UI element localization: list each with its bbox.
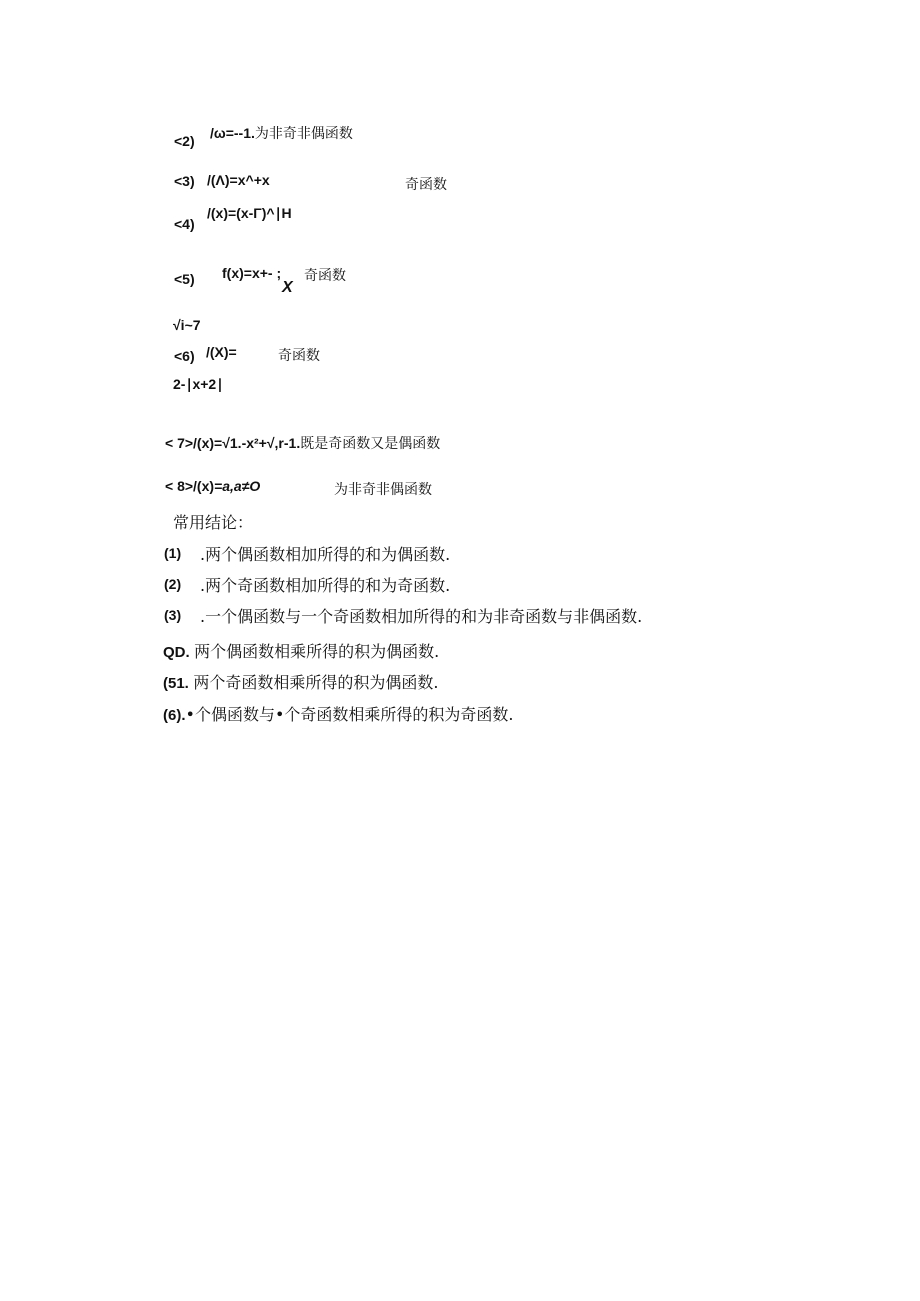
conclusion-4 <box>163 639 439 662</box>
item-4-formula: /(x)=(x-Γ)^∣H <box>207 205 292 221</box>
conclusion-3-number: (3) <box>164 607 182 623</box>
item-3-result: 奇函数 <box>405 176 447 192</box>
conclusion-5-text: 两个奇函数相乘所得的积为偶函数. <box>193 673 439 692</box>
conclusion-5 <box>163 670 438 693</box>
item-7-formula: < 7>/(x)=√1.-x²+√,r-1. <box>165 435 301 451</box>
item-7-result: 既是奇函数又是偶函数 <box>300 435 441 451</box>
item-7 <box>165 433 440 453</box>
conclusion-4-text: 两个偶函数相乘所得的积为偶函数. <box>194 642 440 661</box>
conclusion-6 <box>163 702 513 725</box>
item-5-denominator: X <box>282 279 293 296</box>
conclusion-2-text: .两个奇函数相加所得的和为奇函数. <box>200 576 451 595</box>
item-3-formula: /(Λ)=x^+x <box>207 172 270 188</box>
conclusions-heading: 常用结论： <box>173 513 254 532</box>
item-5-number: <5) <box>174 271 195 287</box>
item-3-number: <3) <box>174 173 195 189</box>
item-2-number: <2) <box>174 133 195 149</box>
item-6-post: 2-∣x+2∣ <box>173 376 224 392</box>
item-5-formula: f(x)=x+- ; <box>222 265 282 281</box>
conclusion-1-text: .两个偶函数相加所得的和为偶函数. <box>200 545 451 564</box>
conclusion-6-text: •个偶函数与•个奇函数相乘所得的积为奇函数. <box>185 705 514 724</box>
conclusion-5-number: (51. <box>163 675 189 692</box>
conclusion-6-number: (6). <box>163 707 186 724</box>
conclusion-2-number: (2) <box>164 576 182 592</box>
item-6-pre: √i~7 <box>173 317 201 333</box>
conclusion-1-number: (1) <box>164 545 182 561</box>
item-8-formula: =a,a≠O <box>214 478 261 494</box>
item-6-formula: /(X)= <box>206 344 237 360</box>
item-8-result: 为非奇非偶函数 <box>334 481 432 497</box>
item-2-formula <box>210 123 353 143</box>
conclusion-4-number: QD. <box>163 644 190 661</box>
item-6-result: 奇函数 <box>278 347 320 363</box>
item-8-prefix: < 8>/(x) <box>165 478 215 494</box>
item-8 <box>165 478 260 494</box>
item-2-result: 为非奇非偶函数 <box>254 125 353 141</box>
item-4-number: <4) <box>174 216 195 232</box>
item-2-formula-text: /ω=--1. <box>210 125 255 141</box>
item-5-result: 奇函数 <box>304 267 346 283</box>
item-6-number: <6) <box>174 348 195 364</box>
conclusion-3-text: .一个偶函数与一个奇函数相加所得的和为非奇函数与非偶函数. <box>200 607 643 626</box>
